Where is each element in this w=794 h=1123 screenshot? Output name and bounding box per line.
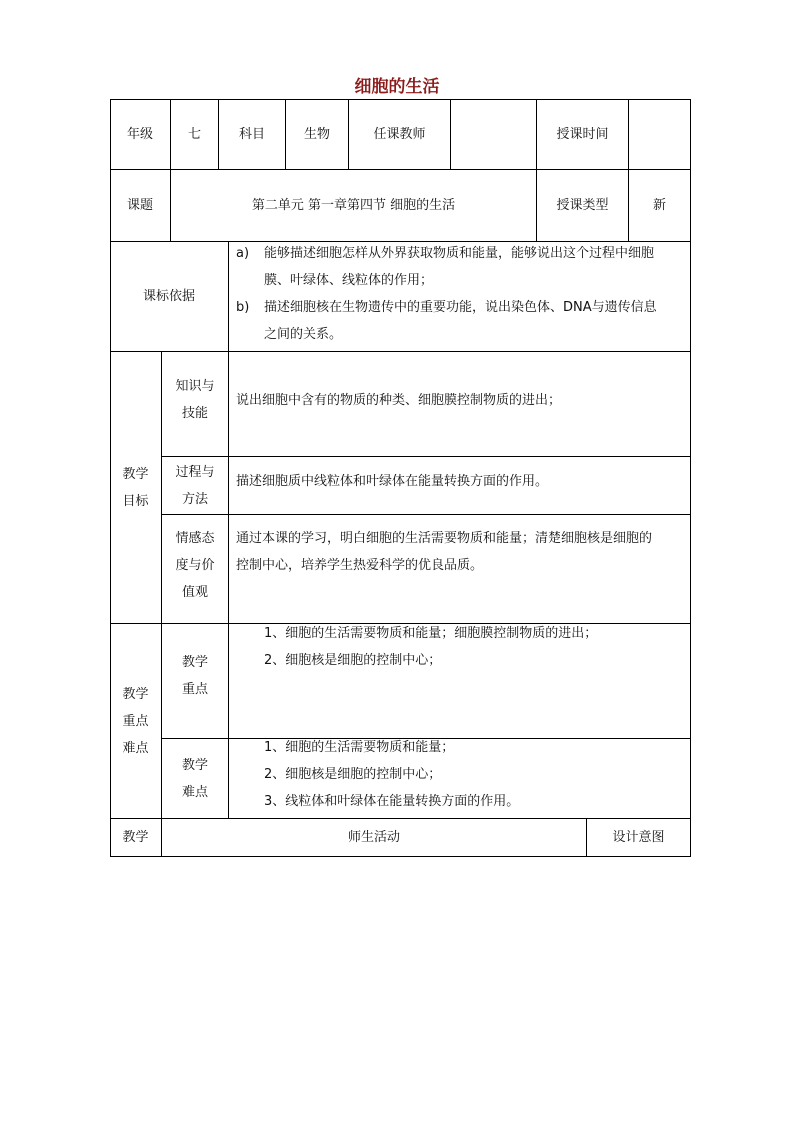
process-methods-text: 描述细胞质中线粒体和叶绿体在能量转换方面的作用。 [236, 474, 549, 489]
key-points-label: 教学 重点 [181, 655, 208, 697]
knowledge-skills-text: 说出细胞中含有的物质的种类、细胞膜控制物质的进出； [236, 393, 562, 408]
attitude-values-label: 情感态 度与价 值观 [175, 530, 215, 600]
difficulty-item: 1、细胞的生活需要物质和能量； [264, 740, 455, 755]
objectives-label [110, 352, 161, 623]
objectives-label-line: 教学 [122, 466, 149, 482]
topic-label: 课题 [126, 198, 153, 213]
topic-value: 第二单元 第一章第四节 细胞的生活 [251, 198, 456, 213]
lesson-type-value: 新 [652, 198, 666, 213]
basis-item-line: 之间的关系。 [264, 327, 343, 342]
difficulty-item: 3、线粒体和叶绿体在能量转换方面的作用。 [264, 794, 520, 809]
page-title: 细胞的生活 [354, 77, 440, 97]
focus-label: 教学 重点 难点 [122, 686, 149, 756]
time-value [629, 100, 690, 169]
basis-item-line: 能够描述细胞怎样从外界获取物质和能量，能够说出这个过程中细胞 [264, 246, 655, 261]
teaching-column-header: 教学 [122, 830, 149, 845]
teacher-value [451, 100, 536, 169]
knowledge-skills-label: 知识与 技能 [175, 378, 215, 421]
time-label: 授课时间 [556, 127, 609, 142]
process-methods-label: 过程与 方法 [175, 464, 215, 507]
difficulty-item: 2、细胞核是细胞的控制中心； [264, 767, 442, 782]
attitude-values-text: 通过本课的学习，明白细胞的生活需要物质和能量；清楚细胞核是细胞的 [236, 531, 653, 546]
teacher-label: 任课教师 [373, 127, 426, 142]
grade-label: 年级 [126, 127, 153, 142]
grade-value: 七 [187, 127, 201, 142]
key-point-item: 1、细胞的生活需要物质和能量；细胞膜控制物质的进出； [264, 626, 598, 641]
key-point-item: 2、细胞核是细胞的控制中心； [264, 653, 442, 668]
subject-value: 生物 [303, 127, 330, 142]
difficulties-label: 教学 难点 [181, 757, 208, 800]
subject-label: 科目 [238, 127, 265, 142]
design-intent-column-header: 设计意图 [612, 830, 665, 845]
basis-item-line: 膜、叶绿体、线粒体的作用； [264, 273, 434, 288]
basis-item-marker: b) [236, 300, 250, 315]
basis-item-marker: a) [236, 246, 250, 261]
basis-label: 课标依据 [142, 289, 195, 304]
activities-column-header: 师生活动 [347, 830, 400, 845]
attitude-values-text: 控制中心，培养学生热爱科学的优良品质。 [236, 558, 484, 573]
lesson-type-label: 授课类型 [556, 198, 609, 213]
basis-item-line: 描述细胞核在生物遗传中的重要功能，说出染色体、DNA与遗传信息 [264, 300, 657, 315]
objectives-label-line: 目标 [122, 493, 149, 509]
